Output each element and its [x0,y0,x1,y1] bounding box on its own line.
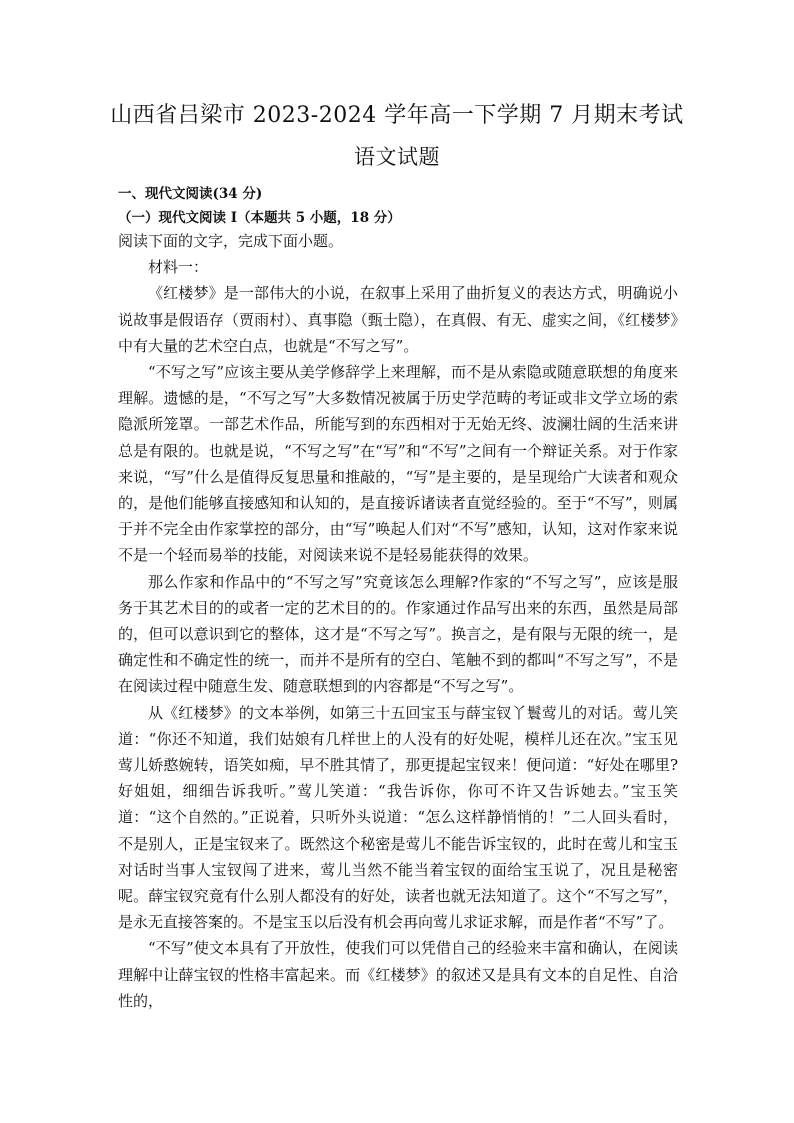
instruction-text: 阅读下面的文字，完成下面小题。 [118,232,344,250]
subsection-heading: （一）现代文阅读 I（本题共 5 小题，18 分） [118,210,401,226]
document-subtitle: 语文试题 [354,145,440,169]
reading-passage [118,228,678,1014]
section-heading: 一、现代文阅读(34 分) [118,186,263,202]
paragraph: 从《红楼梦》的文本举例，如第三十五回宝玉与薛宝钗丫鬟莺儿的对话。莺儿笑道：“你还不知道，我们姑娘有几样世上的人没有的好处呢，模样儿还在次。”宝玉见莺儿娇憨婉转，语笑如痴，早不胜其情了，那更提起宝钗来！便问道：“好处在哪里?好姐姐，细细告诉我听。”莺儿笑道：“我告诉你，你可不许又告诉她去。”宝玉笑道：“这个自然的。”正说着，只听外头说道：“怎么这样静悄悄的！”二人回头看时，不是别人，正是宝钗来了。既然这个秘密是莺儿不能告诉宝钗的，此时在莺儿和宝玉对话时当事人宝钗闯了进来，莺儿当然不能当着宝钗的面给宝玉说了，况且是秘密呢。薛宝钗究竟有什么别人都没有的好处，读者也就无法知道了。这个“不写之写”，是永无直接答案的。不是宝玉以后没有机会再向莺儿求证求解，而是作者“不写”了。 [118,703,678,932]
document-title: 山西省吕梁市 2023-2024 学年高一下学期 7 月期末考试 [110,103,684,128]
paragraph: 《红楼梦》是一部伟大的小说，在叙事上采用了曲折复义的表达方式，明确说小说故事是假语存（贾雨村）、真事隐（甄士隐），在真假、有无、虚实之间，《红楼梦》中有大量的艺术空白点，也就是“不写之写”。 [118,284,678,355]
paragraph: “不写”使文本具有了开放性，使我们可以凭借自己的经验来丰富和确认，在阅读理解中让薛宝钗的性格丰富起来。而《红楼梦》的叙述又是具有文本的自足性、自洽性的， [118,939,678,1010]
paragraph: “不写之写”应该主要从美学修辞学上来理解，而不是从索隐或随意联想的角度来理解。遗憾的是，“不写之写”大多数情况被属于历史学范畴的考证或非文学立场的索隐派所笼罩。一部艺术作品，所能写到的东西相对于无始无终、波澜壮阔的生活来讲总是有限的。也就是说，“不写之写”在“写”和“不写”之间有一个辩证关系。对于作家来说，“写”什么是值得反复思量和推敲的，“写”是主要的，是呈现给广大读者和观众的，是他们能够直接感知和认知的，是直接诉诸读者直觉经验的。至于“不写”，则属于并不完全由作家掌控的部分，由“写”唤起人们对“不写”感知，认知，这对作家来说不是一个轻而易举的技能，对阅读来说不是轻易能获得的效果。 [118,363,678,565]
material-label: 材料一： [148,258,209,277]
paragraph: 那么作家和作品中的“不写之写”究竟该怎么理解?作家的“不写之写”，应该是服务于其艺术目的的或者一定的艺术目的的。作家通过作品写出来的东西，虽然是局部的，但可以意识到它的整体，这才是“不写之写”。换言之，是有限与无限的统一，是确定性和不确定性的统一，而并不是所有的空白、笔触不到的都叫“不写之写”，不是在阅读过程中随意生发、随意联想到的内容都是“不写之写”。 [118,572,678,696]
